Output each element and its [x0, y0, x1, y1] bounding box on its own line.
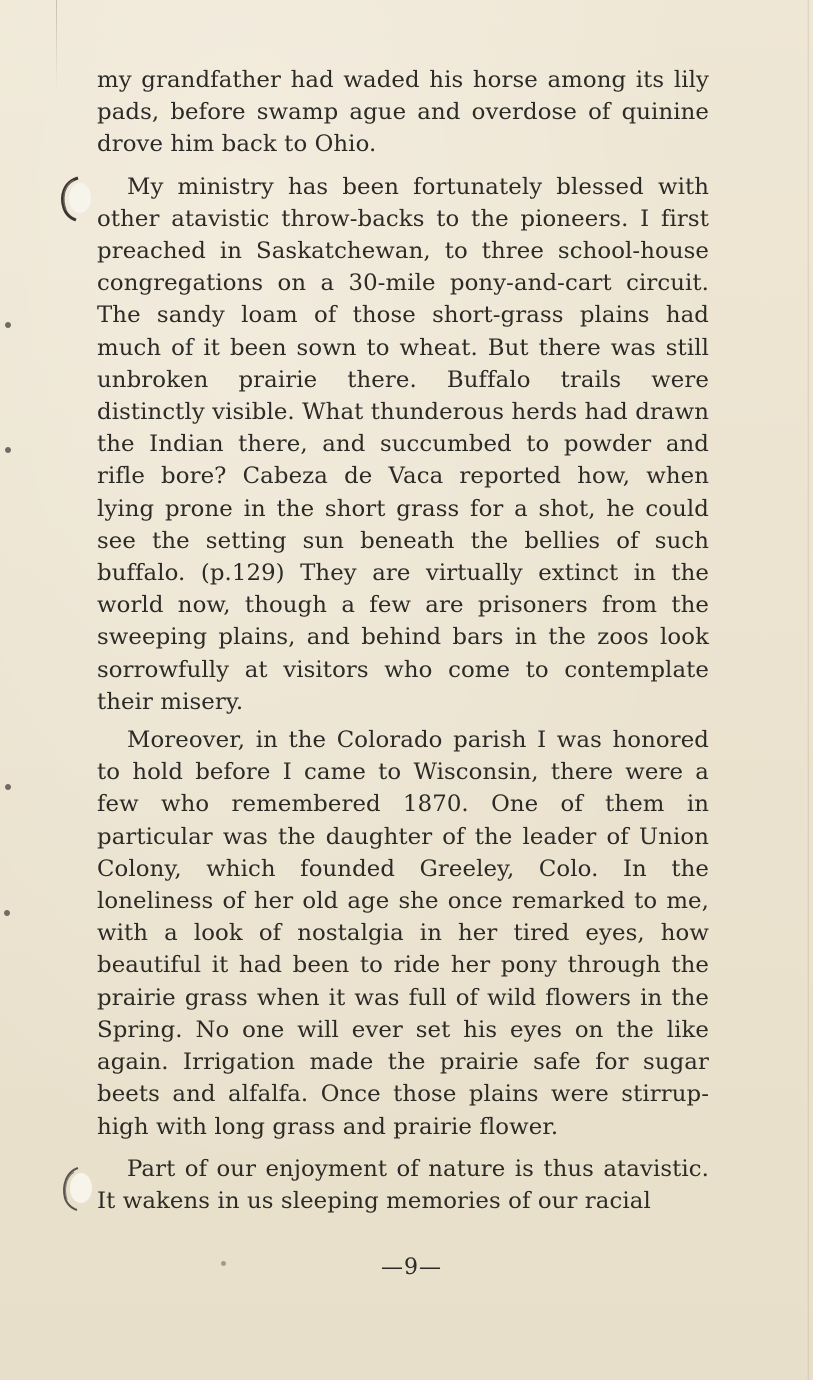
punched-hole-icon	[56, 176, 96, 222]
paper-fold-line	[56, 0, 57, 90]
paragraph-colorado: Moreover, in the Colorado parish I was honored to hold before I came to Wisconsin, there were a few who remembered 1870. One of them in particular was the daughter of the leader of Union Colony, which founded Greeley, Colo. In the loneliness of her old age she once remarked to me, with a look of nostalgia in her tired eyes, how beautiful it had been to ride her pony through the prairie grass when it was full of wild flowers in the Spring. No one will ever set his eyes on the like again. Irrigation made the prairie safe for sugar beets and alfalfa. Once those plains were stirrup-high with long grass and prairie flower.	[97, 727, 709, 1140]
page-number: —9—	[381, 1255, 442, 1280]
paragraph-ministry: My ministry has been fortunately blessed with other atavistic throw-backs to the pioneers. I first preached in Saskatchewan, to three school-house congregations on a 30-mile pony-and-cart circuit. The sandy loam of those short-grass plains had much of it been sown to wheat. But there was still unbroken prairie there. Buffalo trails were distinctly visible. What thunderous herds had drawn the Indian there, and succumbed to powder and rifle bore? Cabeza de Vaca reported how, when lying prone in the short grass for a shot, he could see the setting sun beneath the bellies of such buffalo. (p.129) They are virtually extinct in the world now, though a few are prisoners from the sweeping plains, and behind bars in the zoos look sorrowfully at visitors who come to contemplate their misery.	[97, 173, 709, 715]
paragraph-atavistic: Part of our enjoyment of nature is thus atavistic. It wakens in us sleeping memories of our racial	[97, 1155, 709, 1214]
page-edge-shadow	[807, 0, 809, 1380]
paragraph-continued: my grandfather had waded his horse among its lily pads, before swamp ague and overdose of quinine drove him back to Ohio.	[97, 67, 709, 158]
margin-speck	[5, 322, 11, 328]
punched-hole-icon	[56, 1166, 96, 1212]
margin-speck	[4, 910, 10, 916]
body-text	[97, 64, 709, 1217]
margin-speck	[5, 447, 11, 453]
margin-speck	[5, 784, 11, 790]
